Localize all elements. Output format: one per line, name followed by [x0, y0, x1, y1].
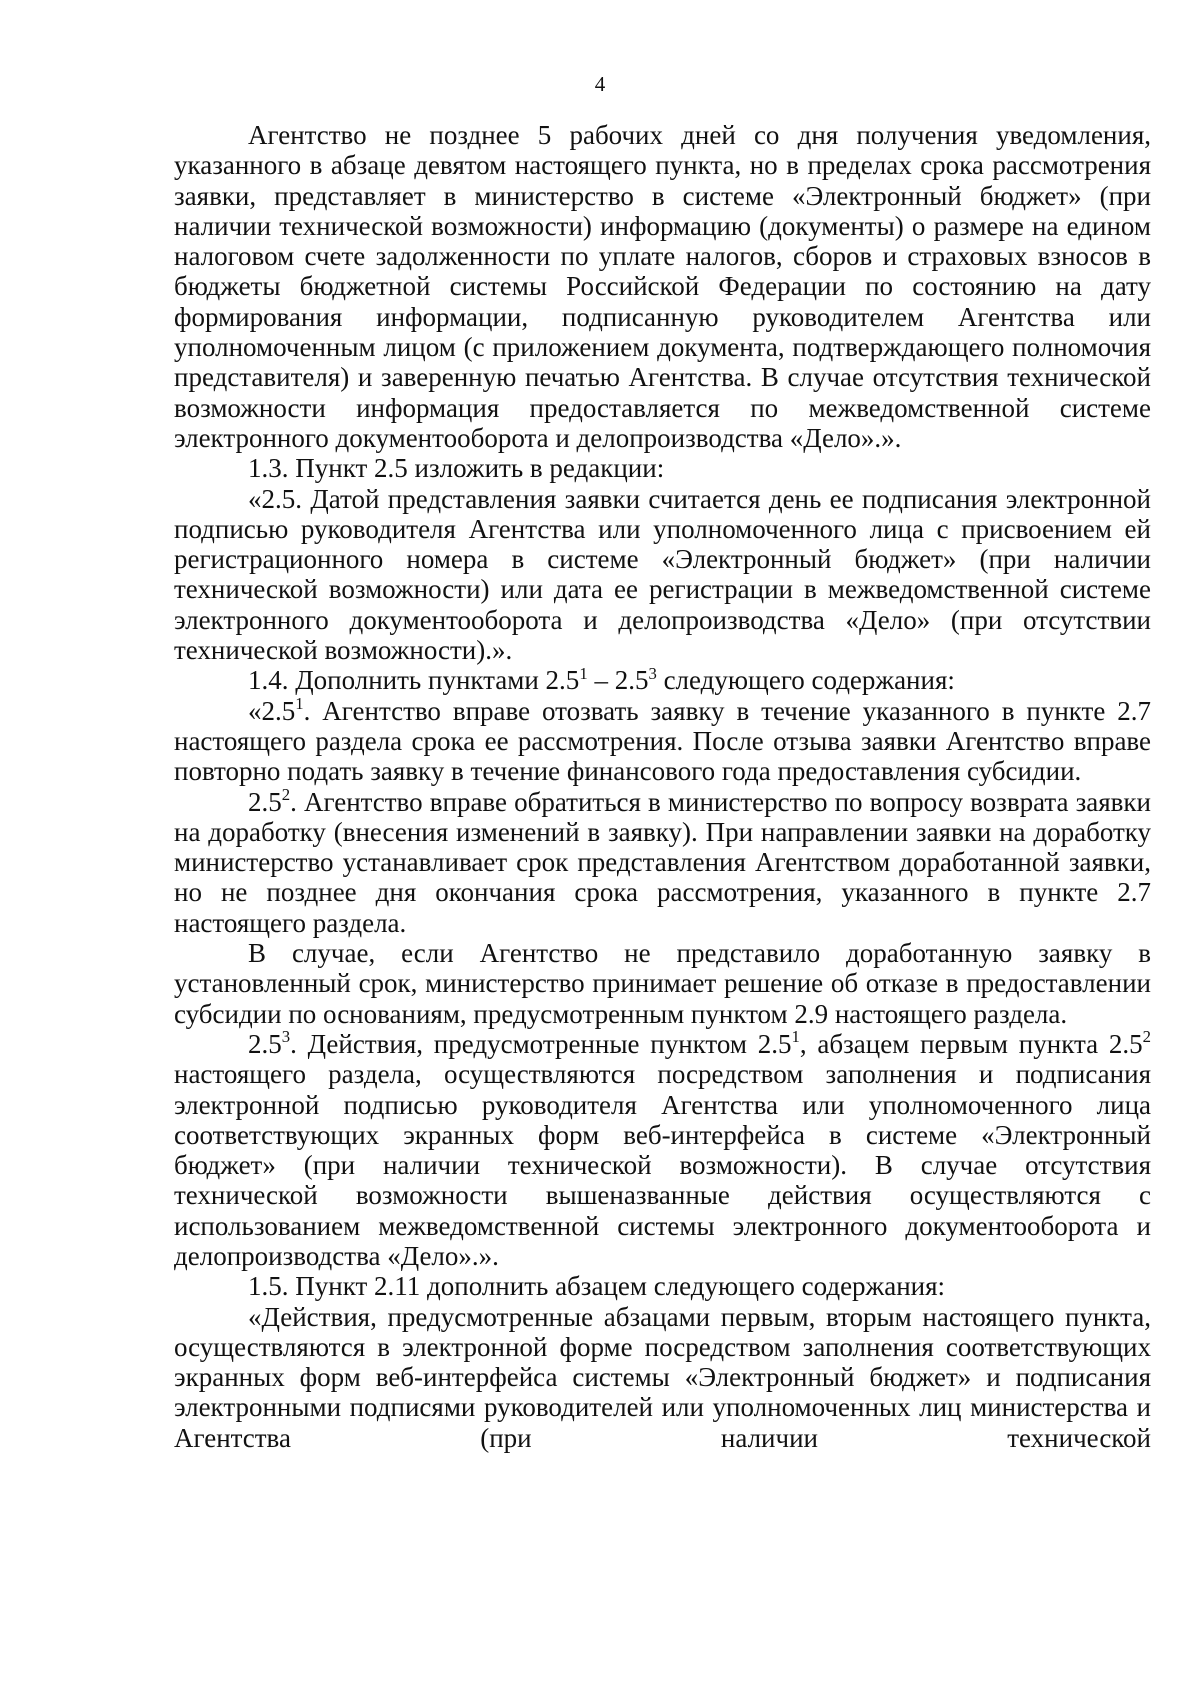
paragraph-text: следующего содержания: — [656, 665, 955, 696]
paragraph-p2 — [174, 453, 1151, 483]
superscript: 2 — [1142, 1027, 1151, 1047]
superscript: 1 — [579, 663, 588, 683]
paragraph-p10 — [174, 1302, 1151, 1453]
paragraph-text: 2.5 — [248, 1028, 282, 1059]
paragraph-text: , абзацем первым пункта 2.5 — [799, 1028, 1143, 1059]
paragraph-text: «Действия, предусмотренные абзацами первым, вторым настоящего пункта, осуществляются в электронной форме посредством заполнения соответствующих экранных форм веб-интерфейса системы «Электронный бюджет» и подписания электронными подписями руководителей или уполномоченных лиц министерства и Агентства (при наличии технической — [174, 1301, 1151, 1453]
paragraph-p7 — [174, 938, 1151, 1029]
paragraph-text: 1.4. Дополнить пунктами 2.5 — [248, 665, 580, 696]
paragraph-text: . Агентство вправе отозвать заявку в течение указанного в пункте 2.7 настоящего раздела срока ее рассмотрения. После отзыва заявки Агентство вправе повторно подать заявку в течение финансового года предоставления субсидии. — [174, 695, 1151, 787]
paragraph-text: 1.5. Пункт 2.11 дополнить абзацем следующего содержания: — [248, 1271, 946, 1302]
paragraph-text: «2.5 — [248, 695, 296, 726]
superscript: 3 — [281, 1027, 291, 1047]
paragraph-text: настоящего раздела, осуществляются посредством заполнения и подписания электронной подписью руководителя Агентства или уполномоченного лица соответствующих экранных форм веб-интерфейса в системе «Электронный бюджет» (при наличии технической возможности). В случае отсутствия технической возможности вышеназванные действия осуществляются с использованием межведомственной системы электронного документооборота и делопроизводства «Дело».». — [174, 1059, 1151, 1271]
paragraph-text: Агентство не позднее 5 рабочих дней со дня получения уведомления, указанного в абзаце девятом настоящего пункта, но в пределах срока рассмотрения заявки, представляет в министерство в системе «Электронный бюджет» (при наличии технической возможности) информацию (документы) о размере на едином налоговом счете задолженности по уплате налогов, сборов и страховых взносов в бюджеты бюджетной системы Российской Федерации по состоянию на дату формирования информации, подписанную руководителем Агентства или уполномоченным лицом (с приложением документа, подтверждающего полномочия представителя) и заверенную печатью Агентства. В случае отсутствия технической возможности информация предоставляется по межведомственной системе электронного документооборота и делопроизводства «Дело».». — [174, 120, 1151, 453]
paragraph-text: «2.5. Датой представления заявки считается день ее подписания электронной подписью руководителя Агентства или уполномоченного лица с присвоением ей регистрационного номера в системе «Электронный бюджет» (при наличии технической возможности) или дата ее регистрации в межведомственной системе электронного документооборота и делопроизводства «Дело» (при отсутствии технической возможности).». — [174, 483, 1151, 666]
paragraph-p9 — [174, 1271, 1151, 1301]
page-number: 4 — [594, 72, 606, 96]
superscript: 2 — [281, 784, 291, 804]
paragraph-text: 2.5 — [248, 786, 282, 817]
superscript: 1 — [791, 1027, 800, 1047]
paragraph-text: 1.3. Пункт 2.5 изложить в редакции: — [248, 453, 665, 484]
paragraph-p1 — [174, 120, 1151, 453]
superscript: 1 — [295, 693, 304, 713]
superscript: 3 — [648, 663, 657, 683]
paragraph-p5 — [174, 693, 1151, 787]
paragraph-text: . Агентство вправе обратиться в министерство по вопросу возврата заявки на доработку (внесения изменений в заявку). При направлении заявки на доработку министерство устанавливает срок представления Агентством доработанной заявки, но не позднее дня окончания срока рассмотрения, указанного в пункте 2.7 настоящего раздела. — [174, 786, 1151, 938]
document-body — [174, 120, 1151, 1453]
paragraph-p8 — [174, 1029, 1151, 1271]
paragraph-text: – 2.5 — [587, 665, 649, 696]
paragraph-text: . Действия, предусмотренные пунктом 2.5 — [290, 1028, 792, 1059]
paragraph-text: В случае, если Агентство не представило доработанную заявку в установленный срок, министерство принимает решение об отказе в предоставлении субсидии по основаниям, предусмотренным пунктом 2.9 настоящего раздела. — [174, 938, 1151, 1029]
paragraph-p3 — [174, 484, 1151, 666]
paragraph-p6 — [174, 784, 1151, 938]
paragraph-p4 — [174, 665, 1151, 695]
